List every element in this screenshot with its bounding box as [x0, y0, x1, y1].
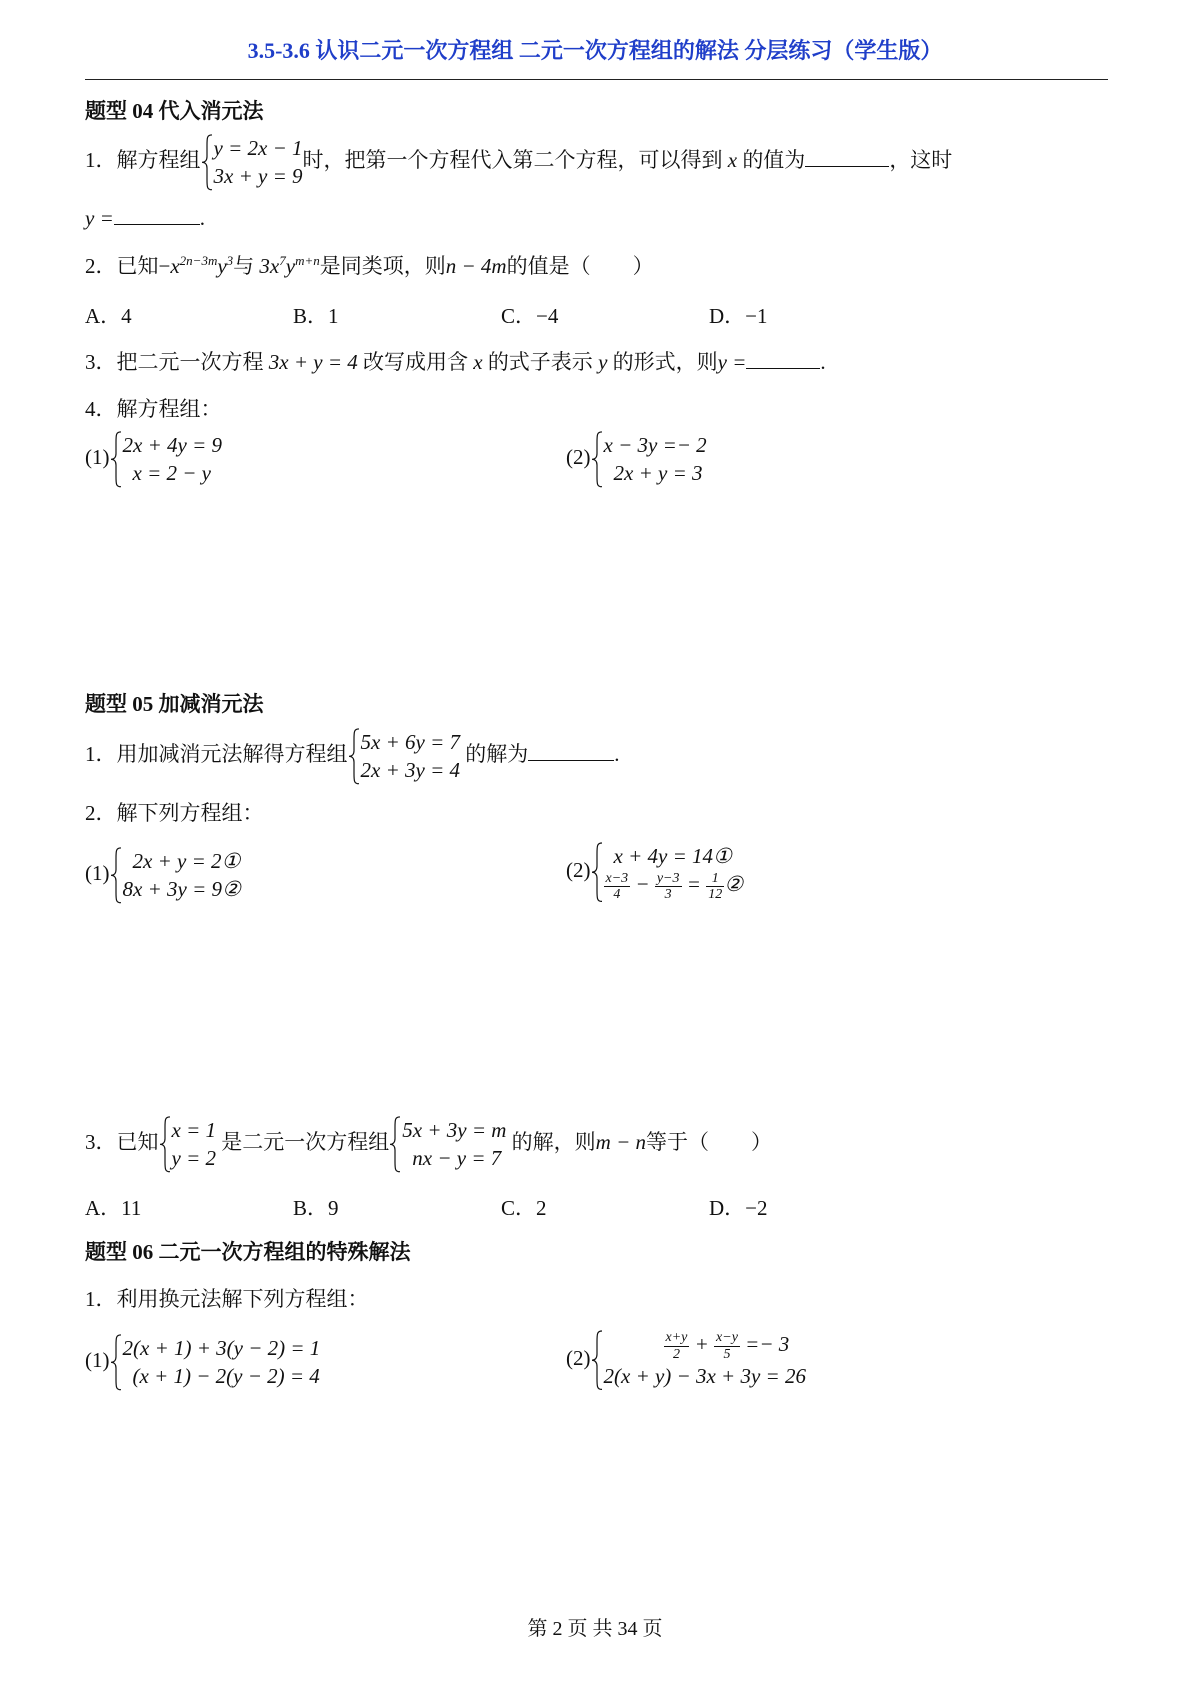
answer-blank[interactable] — [746, 368, 820, 369]
sec04-q4: 4．解方程组： — [85, 397, 222, 421]
sec06-q1: 1．利用换元法解下列方程组： — [85, 1287, 369, 1311]
sec04-q2: 2．已知$-x^{2n-3m}y^3$与 $3x^7y^{m+n}$是同类项，则n − 4m的值是（ ） — [85, 253, 654, 278]
sec06-q1-part1: (1) 2(x + 1) + 3(y − 2) = 1 (x + 1) − 2(y − 2) = 4 — [85, 1336, 321, 1389]
page-header-title: 3.5-3.6 认识二元一次方程组 二元一次方程组的解法 分层练习（学生版） — [247, 38, 943, 63]
header-divider — [85, 79, 1108, 80]
sec05-q3-option-a: A．11 — [85, 1196, 142, 1220]
answer-blank[interactable] — [114, 224, 200, 225]
section-04-title: 题型 04 代入消元法 — [85, 99, 264, 123]
sec05-q2-part2: (2) x + 4y = 14① $\frac{x-3}{4}$ − $\frac{y-3}{3}$ = $\frac{1}{12}$ ② — [566, 844, 744, 903]
sec04-q2-option-b: B．1 — [293, 304, 339, 328]
page-footer: 第 2 页 共 34 页 — [527, 1618, 663, 1640]
sec04-q3: 3．把二元一次方程 3x + y = 4 改写成用含 x 的式子表示 y 的形式，则y = . — [85, 350, 826, 374]
sec04-q4-part1: (1) 2x + 4y = 9 x = 2 − y — [85, 433, 222, 486]
sec04-q2-option-c: C．−4 — [501, 304, 559, 328]
sec05-q2: 2．解下列方程组： — [85, 801, 264, 825]
section-05-title: 题型 05 加减消元法 — [85, 692, 264, 716]
answer-blank[interactable] — [805, 166, 889, 167]
sec04-q1: 1．解方程组 y = 2x − 1 3x + y = 9 时，把第一个方程代入第二个方程，可以得到 x 的值为 ，这时 — [85, 134, 952, 191]
sec04-q1-system: y = 2x − 1 3x + y = 9 — [201, 134, 303, 191]
sec04-q1-cont: y = . — [85, 206, 205, 230]
sec05-q3: 3．已知 x = 1 y = 2 是二元一次方程组 5x + 3y = m nx − y = 7 的解，则m − n等于（ ） — [85, 1118, 772, 1171]
sec05-q1: 1．用加减消元法解得方程组 5x + 6y = 7 2x + 3y = 4 的解为 . — [85, 730, 620, 783]
sec05-q3-option-c: C．2 — [501, 1196, 547, 1220]
answer-blank[interactable] — [528, 760, 614, 761]
sec04-q2-option-a: A．4 — [85, 304, 132, 328]
sec04-q4-part2: (2) x − 3y =− 2 2x + y = 3 — [566, 433, 707, 486]
section-06-title: 题型 06 二元一次方程组的特殊解法 — [85, 1240, 411, 1264]
sec05-q3-option-d: D．−2 — [709, 1196, 768, 1220]
sec05-q2-part1: (1) 2x + y = 2① 8x + 3y = 9② — [85, 849, 241, 902]
sec06-q1-part2: (2) $\frac{x+y}{2}$ + $\frac{x-y}{5}$ =− 3 2(x + y) − 3x + 3y = 26 — [566, 1330, 806, 1389]
sec05-q3-option-b: B．9 — [293, 1196, 339, 1220]
sec04-q2-option-d: D．−1 — [709, 304, 768, 328]
